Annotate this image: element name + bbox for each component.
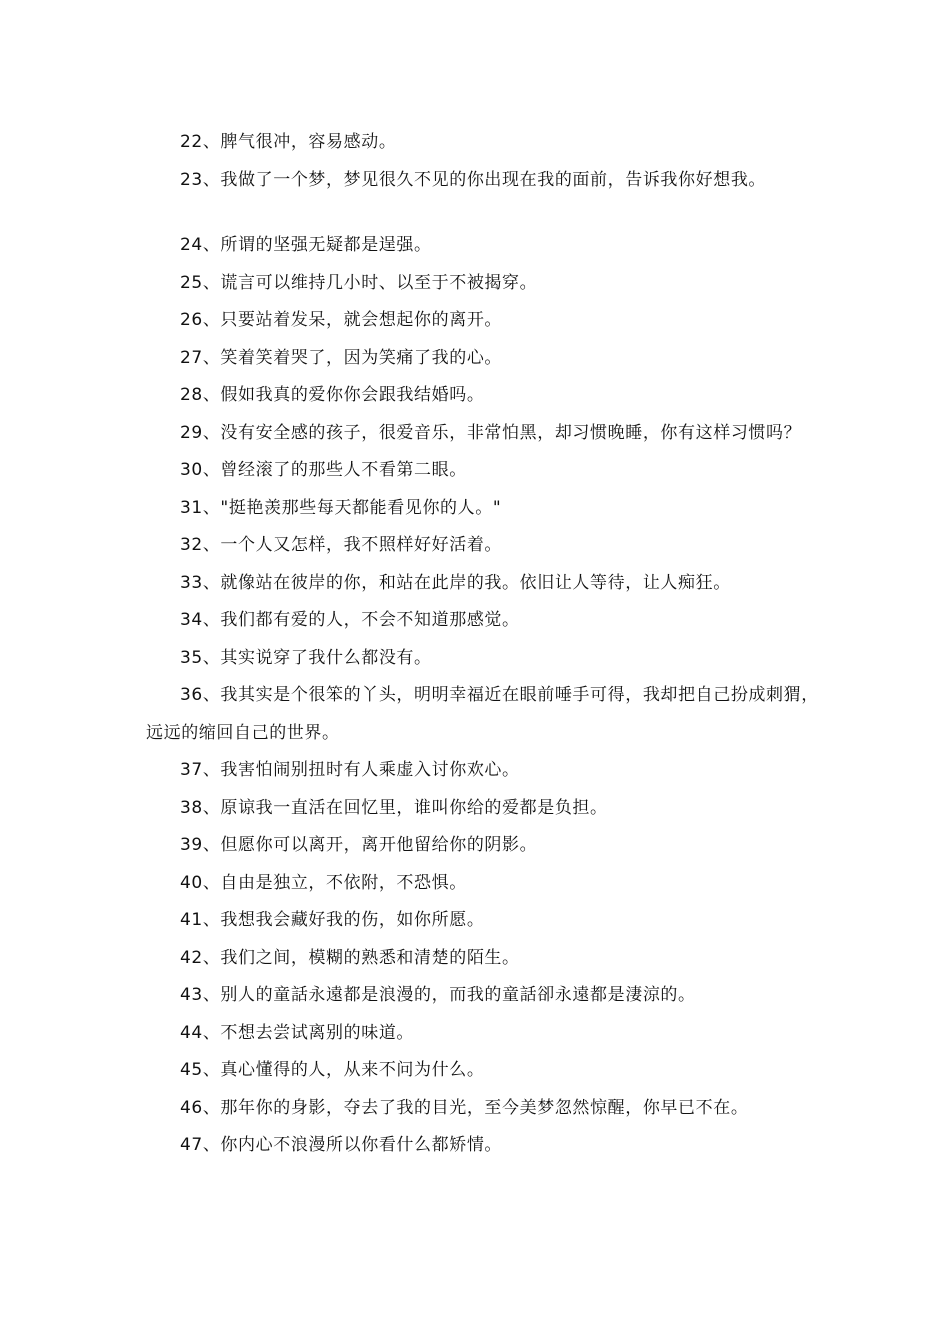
list-item: 45、真心懂得的人，从来不问为什么。	[180, 1060, 485, 1080]
list-item: 24、所谓的坚强无疑都是逞强。	[180, 235, 432, 255]
list-item: 36、我其实是个很笨的丫头，明明幸福近在眼前唾手可得，我却把自己扮成刺猬，远远的缩回自己的世界。	[146, 685, 819, 743]
list-item: 28、假如我真的爱你你会跟我结婚吗。	[180, 385, 485, 405]
list-item: 47、你内心不浪漫所以你看什么都矫情。	[180, 1135, 503, 1155]
list-item: 35、其实说穿了我什么都没有。	[180, 647, 432, 668]
list-item: 25、谎言可以维持几小时、以至于不被揭穿。	[180, 272, 538, 293]
list-item: 27、笑着笑着哭了，因为笑痛了我的心。	[180, 347, 503, 368]
list-item: 42、我们之间，模糊的熟悉和清楚的陌生。	[180, 947, 520, 968]
list-item: 23、我做了一个梦，梦见很久不见的你出现在我的面前，告诉我你好想我。	[180, 169, 767, 190]
list-item: 43、别人的童話永遠都是浪漫的，而我的童話卻永遠都是淒涼的。	[180, 985, 696, 1005]
list-item: 30、曾经滚了的那些人不看第二眼。	[180, 460, 467, 480]
list-item: 26、只要站着发呆，就会想起你的离开。	[180, 310, 503, 330]
list-item: 41、我想我会藏好我的伤，如你所愿。	[180, 910, 485, 930]
list-item: 38、原谅我一直活在回忆里，谁叫你给的爱都是负担。	[180, 797, 608, 818]
list-item: 33、就像站在彼岸的你，和站在此岸的我。依旧让人等待，让人痴狂。	[180, 572, 731, 593]
list-item: 37、我害怕闹别扭时有人乘虚入讨你欢心。	[180, 760, 520, 780]
list-item: 22、脾气很冲，容易感动。	[180, 132, 397, 152]
list-item: 39、但愿你可以离开，离开他留给你的阴影。	[180, 835, 538, 855]
document-body	[146, 124, 836, 1165]
list-item: 32、一个人又怎样，我不照样好好活着。	[180, 535, 503, 555]
list-item: 46、那年你的身影，夺去了我的目光，至今美梦忽然惊醒，你早已不在。	[180, 1097, 749, 1118]
list-item: 29、没有安全感的孩子，很爱音乐，非常怕黑，却习惯晚睡，你有这样习惯吗？	[180, 422, 802, 443]
list-item: 34、我们都有爱的人，不会不知道那感觉。	[180, 610, 520, 630]
list-item: 31、"挺艳羡那些每天都能看见你的人。"	[180, 497, 502, 518]
list-item: 44、不想去尝试离别的味道。	[180, 1022, 415, 1043]
list-item: 40、自由是独立，不依附，不恐惧。	[180, 872, 467, 893]
